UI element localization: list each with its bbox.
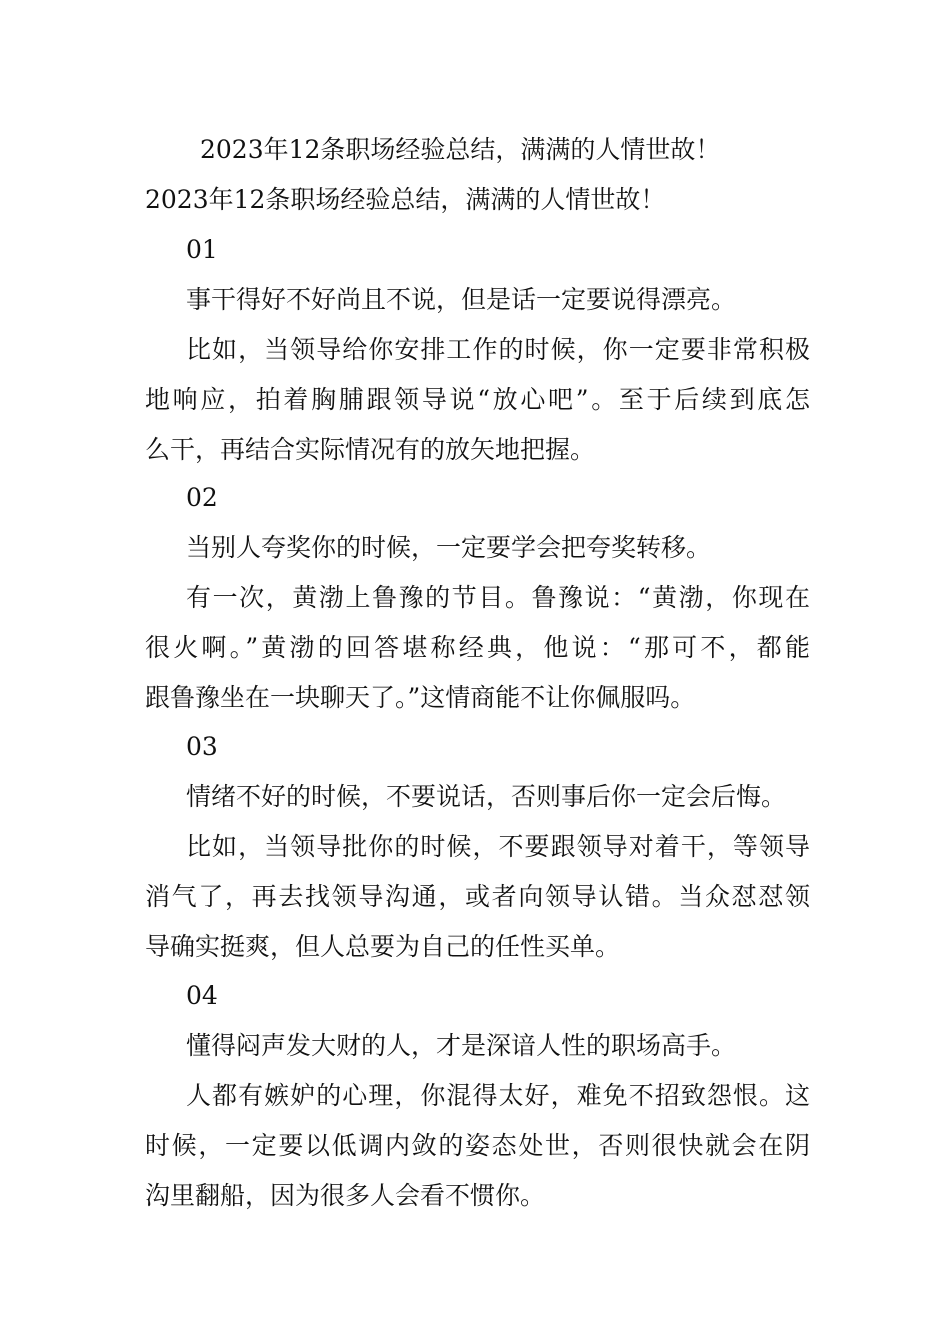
paragraph-line: 很火啊。”黄渤的回答堪称经典，他说：“那可不，都能 [145,633,810,662]
paragraph-line: 人都有嫉妒的心理，你混得太好，难免不招致怨恨。这 [186,1081,810,1110]
section-number: 04 [186,981,218,1010]
paragraph-line: 消气了，再去找领导沟通，或者向领导认错。当众怼怼领 [145,882,810,911]
section-heading: 懂得闷声发大财的人，才是深谙人性的职场高手。 [186,1031,737,1060]
section-number: 03 [186,732,218,761]
paragraph-line: 沟里翻船，因为很多人会看不惯你。 [145,1181,546,1210]
paragraph-line: 么干，再结合实际情况有的放矢地把握。 [145,435,596,464]
paragraph-line: 有一次，黄渤上鲁豫的节目。鲁豫说：“黄渤，你现在 [186,583,810,612]
paragraph-line: 地响应，拍着胸脯跟领导说“放心吧”。至于后续到底怎 [145,385,810,414]
document-subtitle: 2023年12条职场经验总结，满满的人情世故！ [145,185,666,214]
paragraph-line: 跟鲁豫坐在一块聊天了。”这情商能不让你佩服吗。 [145,683,696,712]
paragraph-line: 时候，一定要以低调内敛的姿态处世，否则很快就会在阴 [145,1131,810,1160]
paragraph-line: 比如，当领导批你的时候，不要跟领导对着干，等领导 [186,832,810,861]
section-number: 01 [186,235,218,264]
section-heading: 当别人夸奖你的时候，一定要学会把夸奖转移。 [186,533,712,562]
paragraph-line: 比如，当领导给你安排工作的时候，你一定要非常积极 [186,335,810,364]
section-heading: 事干得好不好尚且不说，但是话一定要说得漂亮。 [186,285,737,314]
paragraph-line: 导确实挺爽，但人总要为自己的任性买单。 [145,932,621,961]
document-title: 2023年12条职场经验总结，满满的人情世故！ [200,135,721,164]
section-heading: 情绪不好的时候，不要说话，否则事后你一定会后悔。 [186,782,787,811]
section-number: 02 [186,483,218,512]
